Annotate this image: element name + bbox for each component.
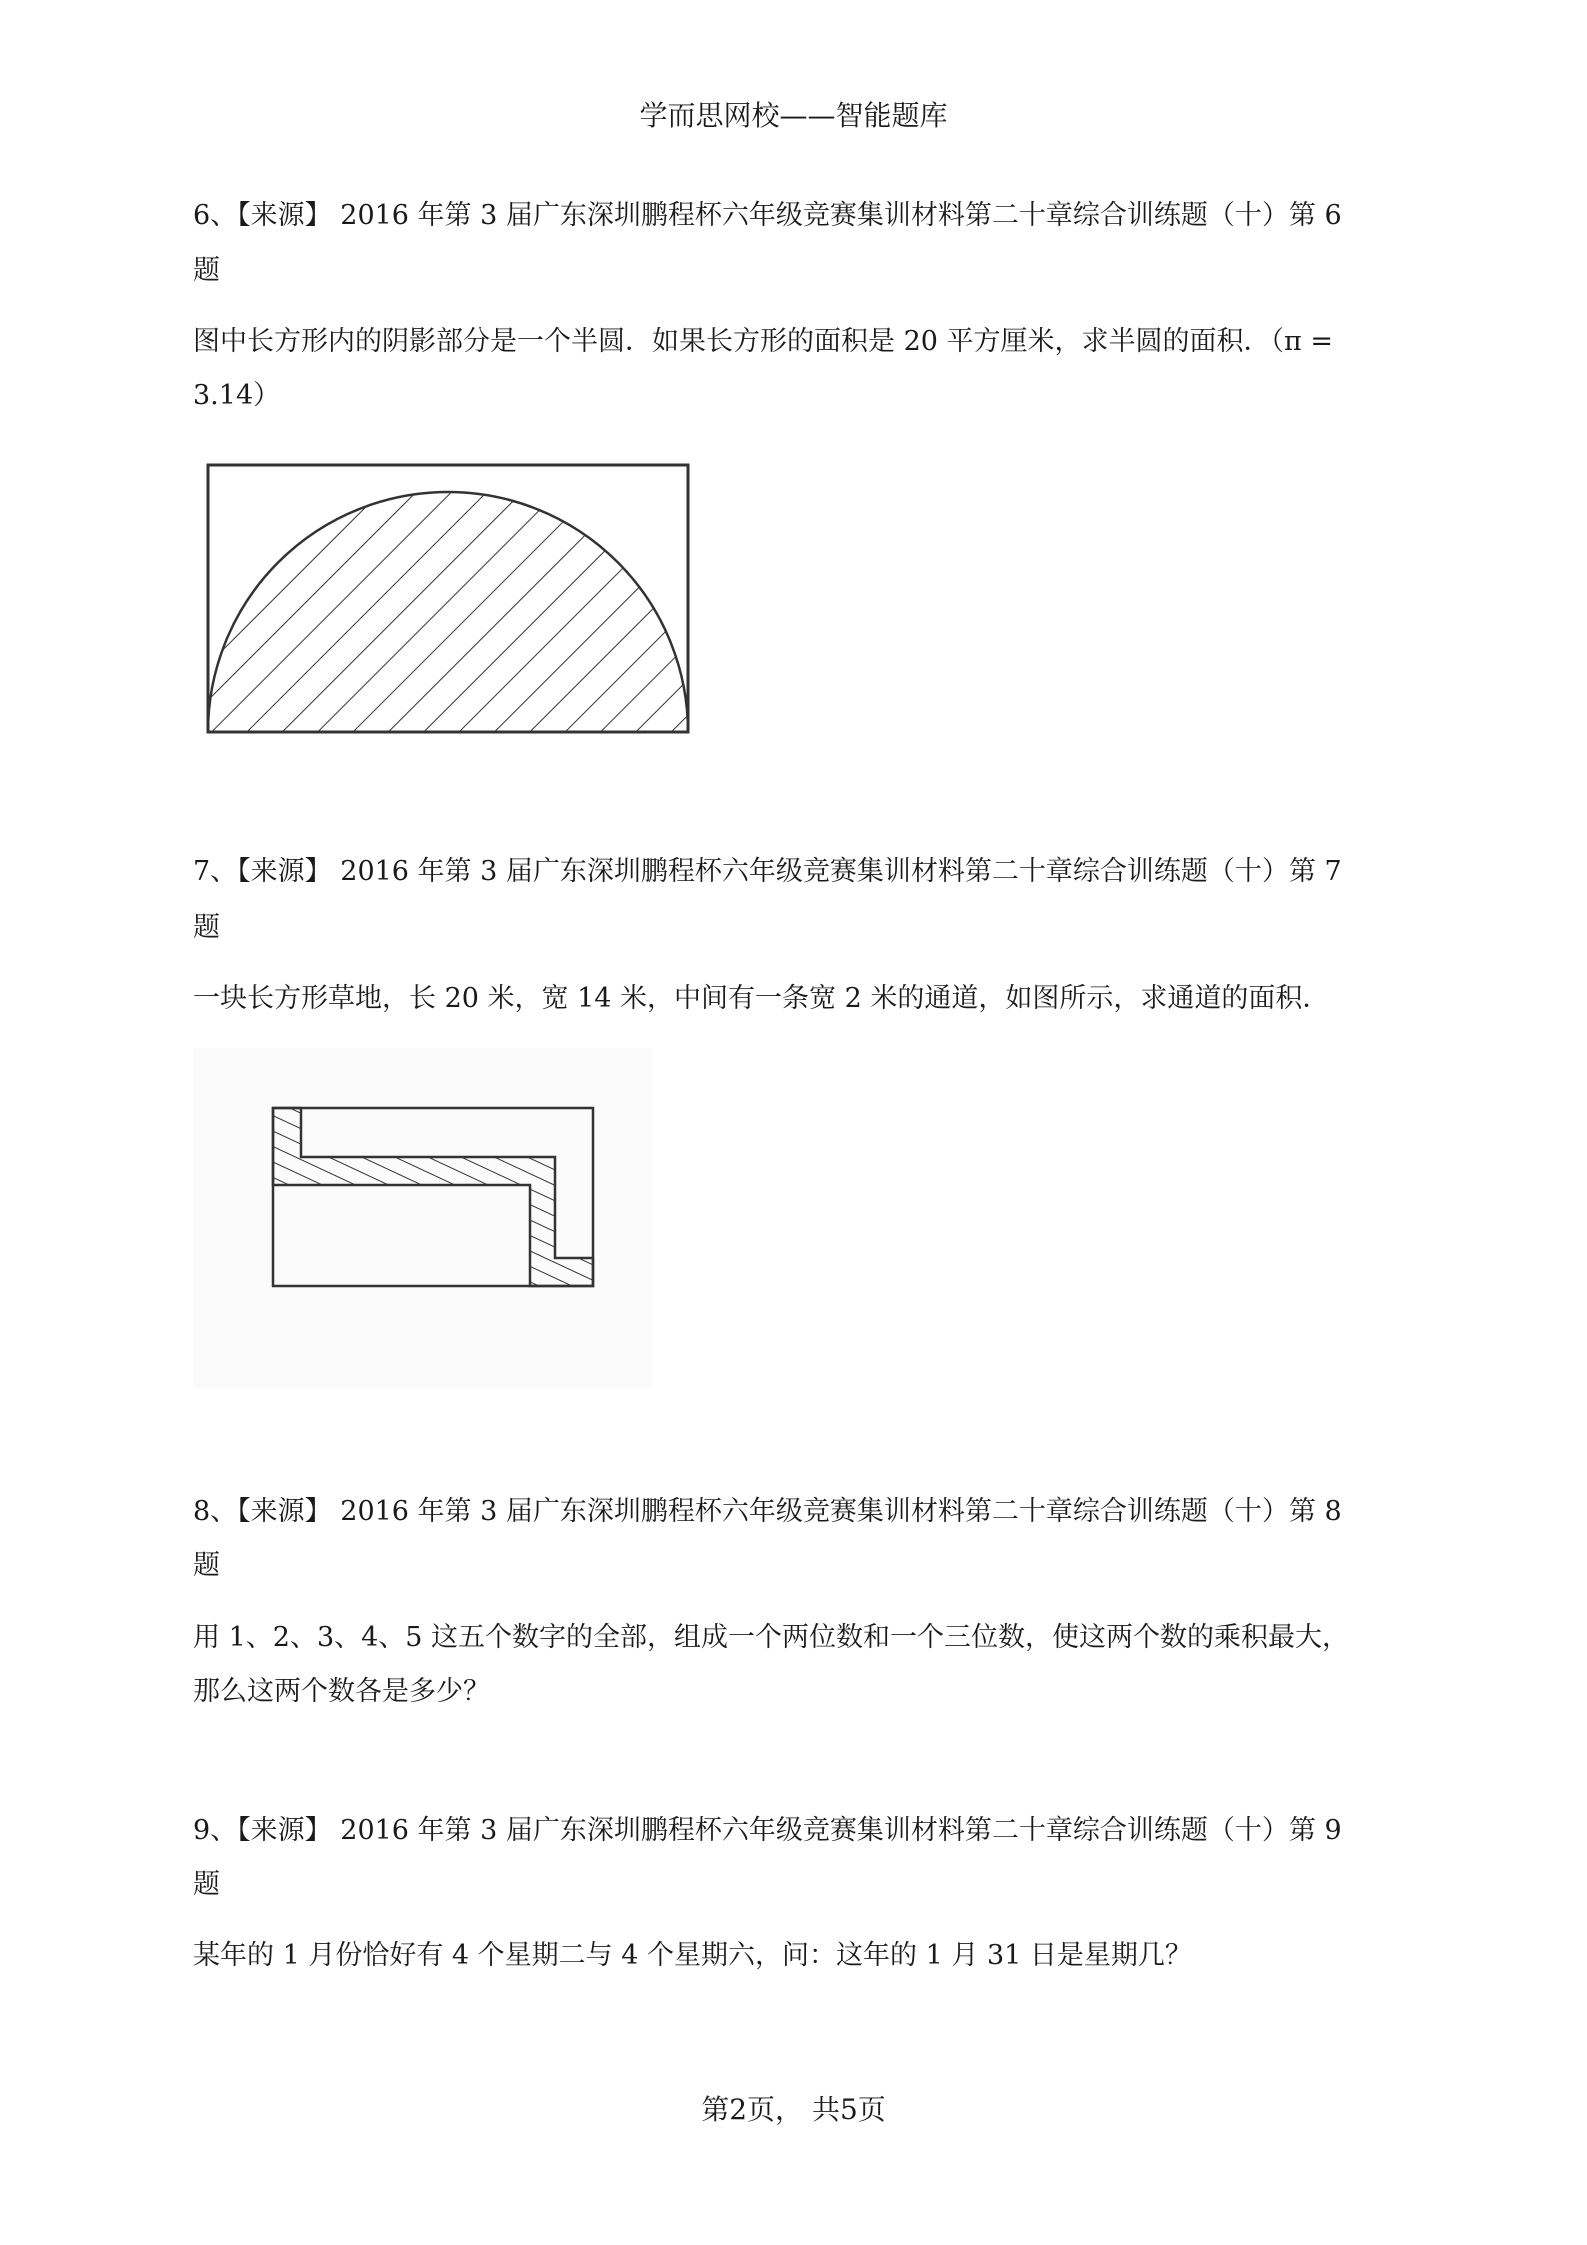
q8-body-line2: 那么这两个数各是多少？ [193, 1676, 490, 1707]
page-header: 学而思网校——智能题库 [639, 99, 948, 132]
q7-body-line1: 一块长方形草地，长 20 米，宽 14 米，中间有一条宽 2 米的通道，如图所示，求通道的面积． [193, 983, 1330, 1014]
q7-source-tail: 题 [193, 912, 220, 943]
q7-figure-path [193, 1048, 653, 1388]
q6-body-line2: 3.14） [193, 380, 281, 411]
page-footer: 第2页， 共5页 [701, 2093, 886, 2126]
q9-source: 9、【来源】 2016 年第 3 届广东深圳鹏程杯六年级竞赛集训材料第二十章综合训练题（十）第 9 [193, 1815, 1342, 1846]
semicircle-shaded [208, 492, 688, 732]
q6-source-tail: 题 [193, 255, 220, 286]
q8-body-line1: 用 1、2、3、4、5 这五个数字的全部，组成一个两位数和一个三位数，使这两个数的乘积最大， [193, 1622, 1350, 1653]
q6-body-line1: 图中长方形内的阴影部分是一个半圆．如果长方形的面积是 20 平方厘米，求半圆的面积．（π = [193, 326, 1333, 357]
background-panel [193, 1048, 653, 1388]
q9-source-tail: 题 [193, 1869, 220, 1900]
q8-source-tail: 题 [193, 1550, 220, 1581]
q8-source: 8、【来源】 2016 年第 3 届广东深圳鹏程杯六年级竞赛集训材料第二十章综合训练题（十）第 8 [193, 1496, 1342, 1527]
q9-body-line1: 某年的 1 月份恰好有 4 个星期二与 4 个星期六，问：这年的 1 月 31 日是星期几？ [193, 1940, 1192, 1971]
q6-figure-semicircle [200, 460, 700, 740]
q6-source: 6、【来源】 2016 年第 3 届广东深圳鹏程杯六年级竞赛集训材料第二十章综合训练题（十）第 6 [193, 200, 1342, 231]
q7-source: 7、【来源】 2016 年第 3 届广东深圳鹏程杯六年级竞赛集训材料第二十章综合训练题（十）第 7 [193, 856, 1342, 887]
